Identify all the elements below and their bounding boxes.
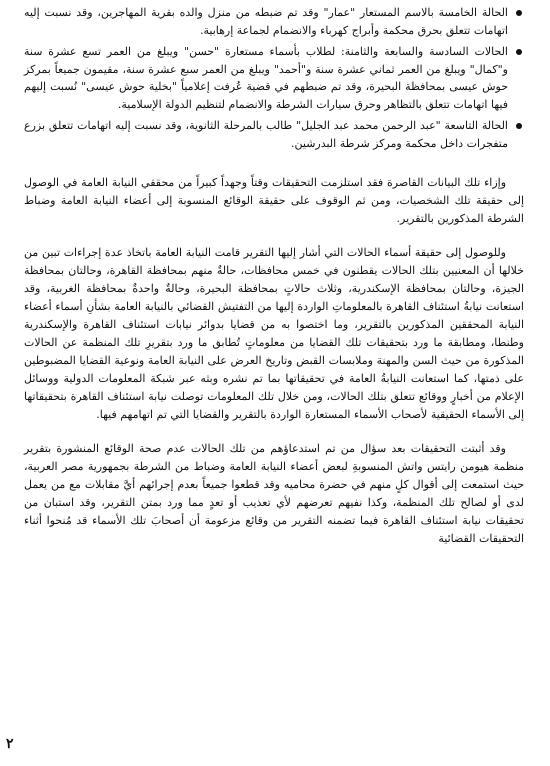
bullet-icon	[516, 49, 522, 55]
list-item	[24, 43, 524, 113]
case-list	[24, 4, 524, 152]
list-item	[24, 4, 524, 39]
page-number: ٢	[6, 736, 14, 752]
list-item-text: الحالة التاسعة "عبد الرحمن محمد عبد الجليل" طالب بالمرحلة الثانوية، وقد نسبت إليه اتهامات تتعلق بزرع متفجرات داخل محكمة ومركز شرطة البدرشين.	[24, 119, 508, 150]
paragraph: وإزاء تلك البيانات القاصرة فقد استلزمت التحقيقات وقتاً وجهداً كبيراً من محققي النيابة العامة في الوصول إلى حقيقة تلك الشخصيات، ومن ثم الوقوف على حقيقة الوقائع المنسوبة إلى أعضاء النيابة العامة وضباط الشرطة المذكورين بالتقرير.	[24, 176, 524, 225]
paragraph: وقد أثبتت التحقيقات بعد سؤال من تم استدعاؤهم من تلك الحالات عدم صحة الوقائع المنشورة بتقرير منظمة هيومن رايتس واتش المنسوبةِ لبعض أعضاء النيابة العامة وضباط من الشرطة بجمهورية مصر العربية، حيث استمعت إلى أقوال كلٍ منهم في حضرة محاميه وقد قطعوا جميعاً بعدم إجرائهم أيَّ مقابلات مع من يعمل لدى أو لصالح تلك المنظمة، وكذا نفيهم تعرضهم لأي تعذيب أو تعدٍ مما ورد بمتن التقرير، وقد استبان من تحقيقات نيابة استئناف القاهرة فيما تضمنه التقرير من وقائع مزعومة أن أصحابَ تلك الأسماء قد مُنحوا أثناء التحقيقات القضائية	[24, 442, 524, 545]
bullet-icon	[516, 123, 522, 129]
list-item	[24, 117, 524, 152]
document-page	[24, 4, 524, 548]
bullet-icon	[516, 10, 522, 16]
paragraph: وللوصول إلى حقيقة أسماء الحالات التي أشار إليها التقرير قامت النيابة العامة باتخاذ عدة إجراءات تبين من خلالها أن المعنيين بتلك الحالات يقطنون في خمس محافظات، حالةٌ منهم بمحافظة القاهرة، وحالتان بمحافظة الجيزة، وحالتان بمحافظة الإسكندرية، وثلاث حالاتٍ بمحافظة البحيرة، وحالةٌ واحدةٌ بمحافظة الغربية، وقد استعانت نيابةُ استئناف القاهرة بالمعلوماتِ الواردة إليها من التفتيش القضائي بالنيابة العامة بشأنِ أسماء أعضاء النيابة المحققين المذكورين بالتقرير، وما اختصوا به من قضايا بدوائر نيابات استئناف القاهرة والإسكندرية وطنطا، ومطابقة ما ورد بتحقيقات تلك القضايا من معلوماتٍ تُطابق ما ورد بتقريرِ تلك المنظمة عن الحالات المذكورة من حيث السن والمهنة وملابسات القبض وتاريخ العرض على النيابة العامة ونوعية القضايا المضبوطين على ذمتها، كما استعانت النيابةُ العامة في تحقيقاتها بما تم نشره وبثه عبر شبكة المعلومات الدولية ووسائل الإعلام من أخبارٍ ووقائع تتعلق بتلك الحالات، ومن خلال تلك المعلومات توصلت نيابة استئناف القاهرة بتحقيقاتها إلى الأسماء الحقيقية لأصحاب الأسماء المستعارة الواردة بالتقرير والقضايا التي تم اتهامهم فيها.	[24, 246, 524, 421]
list-item-text: الحالة الخامسة بالاسم المستعار "عمار" وقد تم ضبطه من منزل والده بقرية المهاجرين، وقد نسبت إليه اتهامات تتعلق بحرق محكمة وأبراج كهرباء والانضمام لجماعة إرهابية.	[24, 6, 508, 37]
list-item-text: الحالات السادسة والسابعة والثامنة: لطلاب بأسماء مستعارة "حسن" ويبلغ من العمر تسع عشرة سنة و"كمال" ويبلغ من العمر ثماني عشرة سنة و"أحمد" ويبلغ من العمر سبع عشرة سنة، مقيمون جميعاً بمركز حوش عيسى بمحافظة البحيرة، وقد تم ضبطهم في قضية عُرفت إعلامياً "بخلية حوش عيسى" نُسبت إليهم فيها اتهامات تتعلق بالتظاهر وحرق سيارات الشرطة والانضمام لتنظيم الدولة الإسلامية.	[24, 45, 508, 111]
